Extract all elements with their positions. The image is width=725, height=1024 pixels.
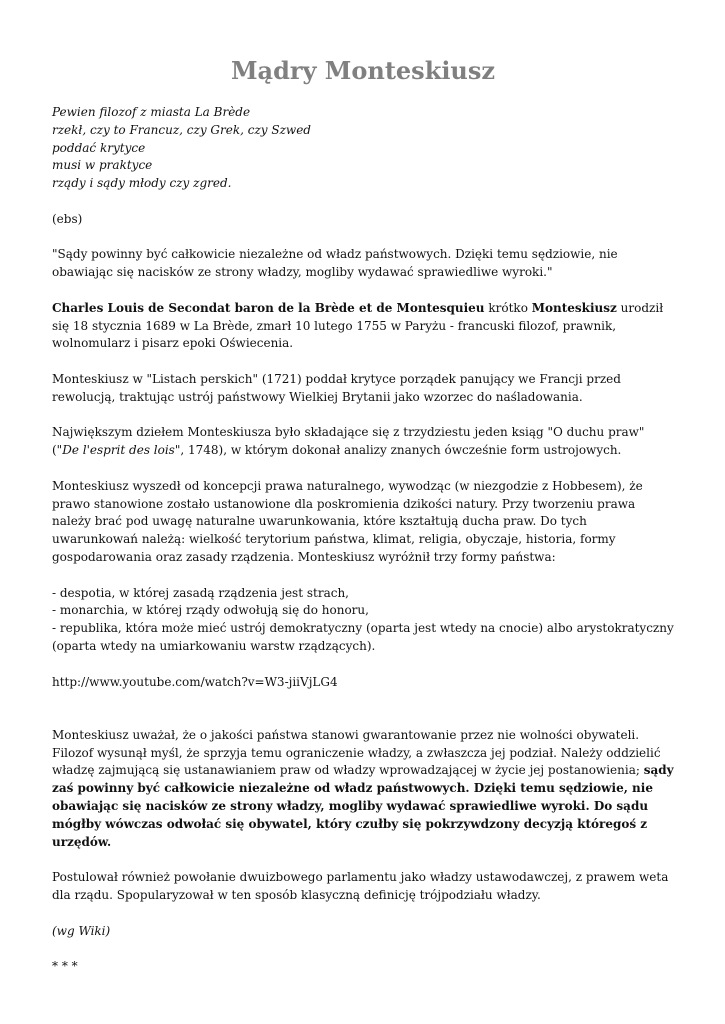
work-title-italic: De l'esprit des lois — [62, 443, 175, 458]
parliament-paragraph: Postulował również powołanie dwuizbowego parlamentu jako władzy ustawodawczej, z prawem weta dla rządu. Spopularyzował w ten sposób klasyczną definicję trójpodziału władzy. — [52, 870, 669, 903]
poem-signature: (ebs) — [52, 211, 83, 226]
persian-letters-paragraph: Monteskiusz w "Listach perskich" (1721) poddał krytyce porządek panujący we Francji przed rewolucją, traktując ustrój państwowy Wielkiej Brytanii jako wzorzec do naśladowania. — [52, 371, 621, 404]
state-form-item: - monarchia, w której rządy odwołują się do honoru, — [52, 603, 369, 618]
limerick-poem — [52, 104, 674, 193]
powers-bold-text: sądy zaś powinny być całkowicie niezależne od władz państwowych. Dzięki temu sędziowie, nie obawiając się nacisków ze strony władzy, mogliby wydawać sprawiedliwe wyroki. Do sądu mógłby wówczas odwołać się obywatel, który czułby się pokrzywdzony decyzją któregoś z urzędów. — [52, 763, 674, 849]
section-separator: * * * — [52, 959, 78, 974]
poem-line: poddać krytyce — [52, 140, 146, 155]
document-page — [52, 0, 674, 976]
source-note — [52, 923, 674, 941]
youtube-link: http://www.youtube.com/watch?v=W3-jiiVjLG4 — [52, 674, 338, 689]
poem-line: musi w praktyce — [52, 158, 153, 173]
state-form-item: - despotia, w której zasadą rządzenia jest strach, — [52, 585, 349, 600]
bio-full-name: Charles Louis de Secondat baron de la Brède et de Montesquieu — [52, 300, 485, 315]
natural-law-paragraph: Monteskiusz wyszedł od koncepcji prawa naturalnego, wywodząc (w niezgodzie z Hobbesem), że prawo stanowione zostało ustanowione dla poskromienia dzikości natury. Przy tworzeniu prawa należy brać pod uwagę naturalne uwarunkowania, które kształtują ducha praw. Do tych uwarunkowań należą: wielkość terytorium państwa, klimat, religia, obyczaje, historia, formy gospodarowania oraz zasady rządzenia. Monteskiusz wyróżnił trzy formy państwa: — [52, 478, 643, 564]
source-italic: (wg Wiki) — [52, 923, 111, 938]
bio-text: urodził się 18 stycznia 1689 w La Brède, zmarł 10 lutego 1755 w Paryżu - francuski filozof, prawnik, wolnomularz i pisarz epoki Oświecenia. — [52, 300, 664, 351]
bio-paragraph — [52, 300, 674, 353]
state-form-item: - republika, która może mieć ustrój demokratyczny (oparta jest wtedy na cnocie) albo arystokratyczny (oparta wtedy na umiarkowaniu warstw rządzących). — [52, 621, 674, 653]
work-text-before: Największym dziełem Monteskiusza było składające się z trzydziestu jeden ksiąg "O duchu praw" (" — [52, 425, 645, 458]
poem-line: rządy i sądy młody czy zgred. — [52, 176, 232, 191]
spirit-of-laws-paragraph — [52, 424, 674, 460]
bio-connector: krótko — [484, 300, 532, 315]
separation-of-powers-paragraph — [52, 727, 674, 852]
powers-text: Monteskiusz uważał, że o jakości państwa stanowi gwarantowanie przez nie wolności obywateli. Filozof wysunął myśl, że sprzyja temu ograniczenie władzy, a zwłaszcza jej podział. Należy oddzielić władzę zajmującą się ustanawianiem praw od władzy wprowadzającej w życie jej postanowienia; — [52, 727, 661, 778]
poem-line: rzekł, czy to Francuz, czy Grek, czy Szwed — [52, 122, 311, 137]
page-title: Mądry Monteskiusz — [230, 56, 496, 85]
poem-line: Pewien filozof z miasta La Brède — [52, 105, 251, 119]
quote-paragraph: "Sądy powinny być całkowicie niezależne od władz państwowych. Dzięki temu sędziowie, nie obawiając się nacisków ze strony władzy, mogliby wydawać sprawiedliwe wyroki." — [52, 247, 618, 280]
work-text-after: ", 1748), w którym dokonał analizy znanych ówcześnie form ustrojowych. — [174, 443, 622, 458]
bio-short-name: Monteskiusz — [531, 300, 617, 315]
